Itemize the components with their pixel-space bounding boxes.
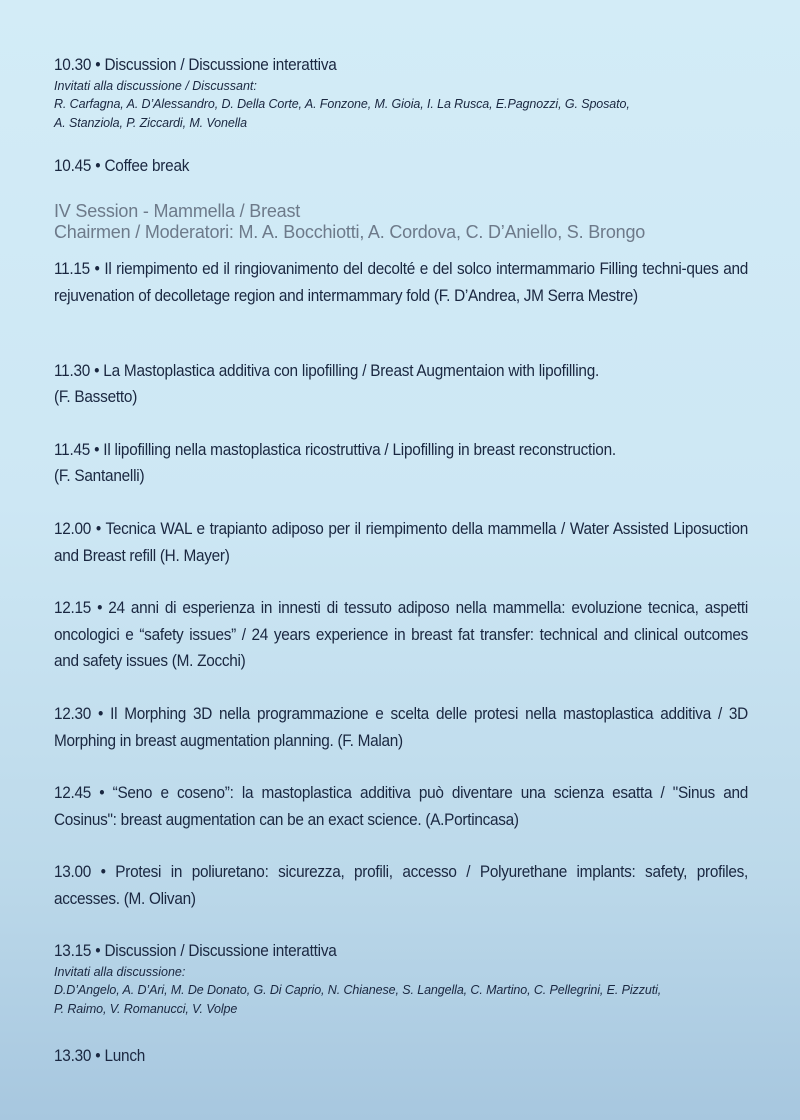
talk-text: 11.15 • Il riempimento ed il ringiovanimento del decolté e del solco intermammario Filling techni-ques and rejuvenation of decolletage region and intermammary fold (F. D’Andrea, JM Serra Mestre) xyxy=(54,260,748,305)
talk-1200 xyxy=(54,516,748,569)
talk-text: 11.30 • La Mastoplastica additiva con lipofilling / Breast Augmentaion with lipofilling. xyxy=(54,362,600,380)
discussant-names-line-1: D.D’Angelo, A. D’Ari, M. De Donato, G. Di Caprio, N. Chianese, S. Langella, C. Martino, C. Pellegrini, E. Pizzuti, xyxy=(54,983,662,997)
discussion-block-1030 xyxy=(54,52,748,132)
talk-1215 xyxy=(54,595,748,675)
talk-1115 xyxy=(54,256,748,309)
talk-1300 xyxy=(54,859,748,912)
talk-speaker: (F. Bassetto) xyxy=(54,388,138,406)
discussion-block-1315 xyxy=(54,938,748,1018)
lunch-text: 13.30 • Lunch xyxy=(54,1047,146,1065)
lunch xyxy=(54,1043,748,1069)
talk-text: 12.45 • “Seno e coseno”: la mastoplastica additiva può diventare una scienza esatta / "Sinus and Cosinus": breast augmentation can be an exact science. (A.Portincasa) xyxy=(54,784,748,829)
talk-text: 12.30 • Il Morphing 3D nella programmazione e scelta delle protesi nella mastoplastica additiva / 3D Morphing in breast augmentation planning. (F. Malan) xyxy=(54,705,748,750)
discussant-names-line-2: P. Raimo, V. Romanucci, V. Volpe xyxy=(54,1001,238,1016)
discussion-title: 13.15 • Discussion / Discussione interattiva xyxy=(54,942,337,960)
talk-1230 xyxy=(54,701,748,754)
talk-text: 12.00 • Tecnica WAL e trapianto adiposo per il riempimento della mammella / Water Assisted Liposuction and Breast refill (H. Mayer) xyxy=(54,520,748,565)
talk-speaker: (F. Santanelli) xyxy=(54,467,145,485)
talk-1145 xyxy=(54,437,748,489)
discussant-label: Invitati alla discussione: xyxy=(54,965,186,979)
discussant-names-line-1: R. Carfagna, A. D’Alessandro, D. Della Corte, A. Fonzone, M. Gioia, I. La Rusca, E.Pagnozzi, G. Sposato, xyxy=(54,97,630,111)
talk-1245 xyxy=(54,780,748,833)
talk-text: 12.15 • 24 anni di esperienza in innesti di tessuto adiposo nella mammella: evoluzione tecnica, aspetti oncologici e “safety issues” / 24 years experience in breast fat transfer: technical and clinical outcomes and safety issues (M. Zocchi) xyxy=(54,599,748,670)
discussant-names-line-2: A. Stanziola, P. Ziccardi, M. Vonella xyxy=(54,115,247,130)
talk-text: 13.00 • Protesi in poliuretano: sicurezza, profili, accesso / Polyurethane implants: safety, profiles, accesses. (M. Olivan) xyxy=(54,863,748,908)
talk-1130 xyxy=(54,358,748,410)
discussant-label: Invitati alla discussione / Discussant: xyxy=(54,79,257,93)
session-title: IV Session - Mammella / Breast xyxy=(54,201,301,221)
discussion-title: 10.30 • Discussion / Discussione interattiva xyxy=(54,56,337,74)
session-header xyxy=(54,201,748,243)
talk-text: 11.45 • Il lipofilling nella mastoplastica ricostruttiva / Lipofilling in breast reconstruction. xyxy=(54,441,616,459)
coffee-break xyxy=(54,153,748,179)
coffee-break-text: 10.45 • Coffee break xyxy=(54,157,190,175)
session-chairs: Chairmen / Moderatori: M. A. Bocchiotti, A. Cordova, C. D’Aniello, S. Brongo xyxy=(54,222,646,242)
